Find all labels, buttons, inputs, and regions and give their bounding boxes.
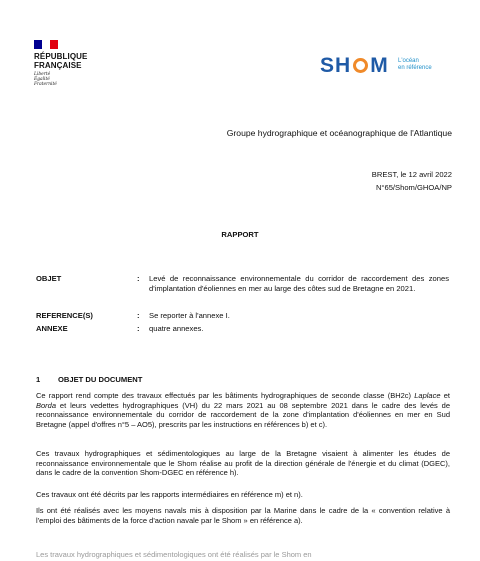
shom-o-circle-icon — [353, 58, 368, 73]
annexe-value: quatre annexes. — [149, 324, 204, 333]
paragraph-5: Les travaux hydrographiques et sédimentologiques ont été réalisés par le Shom en — [36, 550, 312, 559]
objet-colon: : — [137, 274, 140, 283]
paragraph-2: Ces travaux hydrographiques et sédimentologiques au large de la Bretagne visaient à alimenter les études de reconnaissance environnementale que le Shom réalise au profit de la direction générale de l'énergie et du climat (DGEC), dans le cadre de la convention Shom-DGEC en référence h). — [36, 449, 450, 477]
shom-brand-text: SH M — [320, 54, 389, 77]
republique-francaise-logo — [34, 40, 114, 87]
place-date: BREST, le 12 avril 2022 — [371, 170, 452, 179]
document-title: RAPPORT — [221, 230, 259, 239]
section-title: OBJET DU DOCUMENT — [58, 375, 143, 384]
french-flag-icon — [34, 40, 58, 49]
references-label: REFERENCE(S) — [36, 311, 93, 320]
meta-objet — [36, 274, 450, 304]
paragraph-4: Ils ont été réalisés avec les moyens navals mis à disposition par la Marine dans le cadre de la « convention relative à l'emploi des bâtiments de la force d'action navale par le Shom » en référence a). — [36, 506, 450, 525]
rf-name-line2: FRANÇAISE — [34, 61, 82, 70]
paragraph-3: Ces travaux ont été décrits par les rapports intermédiaires en référence m) et n). — [36, 490, 303, 499]
references-colon: : — [137, 311, 140, 320]
section-number: 1 — [36, 375, 41, 384]
reference-number: N°65/Shom/GHOA/NP — [375, 183, 452, 192]
objet-label: OBJET — [36, 274, 62, 283]
rf-name-line1: RÉPUBLIQUE — [34, 52, 88, 61]
group-title: Groupe hydrographique et océanographique de l'Atlantique — [226, 128, 452, 138]
section-1-heading — [36, 375, 142, 384]
annexe-label: ANNEXE — [36, 324, 68, 333]
annexe-colon: : — [137, 324, 140, 333]
shom-logo — [320, 54, 450, 80]
objet-value: Levé de reconnaissance environnementale du corridor de raccordement des zones d'implantation d'éoliennes en mer au large des côtes sud de Bretagne en 2021. — [149, 274, 449, 293]
shom-tagline: L'océan en référence — [398, 58, 432, 71]
rf-motto: Liberté Égalité Fraternité — [34, 72, 57, 87]
references-value: Se reporter à l'annexe I. — [149, 311, 230, 320]
paragraph-1: Ce rapport rend compte des travaux effectués par les bâtiments hydrographiques de seconde classe (BH2c) Laplace et Borda et leurs vedettes hydrographiques (VH) du 22 mars 2021 au 08 septembre 2021 dans le cadre des levés de reconnaissance environnementale du corridor de raccordement de la zone d'implantation d'éoliennes en mer en Sud Bretagne (appel d'offres n°5 – AO5), prescrits par les instructions en références b) et c). — [36, 391, 450, 429]
